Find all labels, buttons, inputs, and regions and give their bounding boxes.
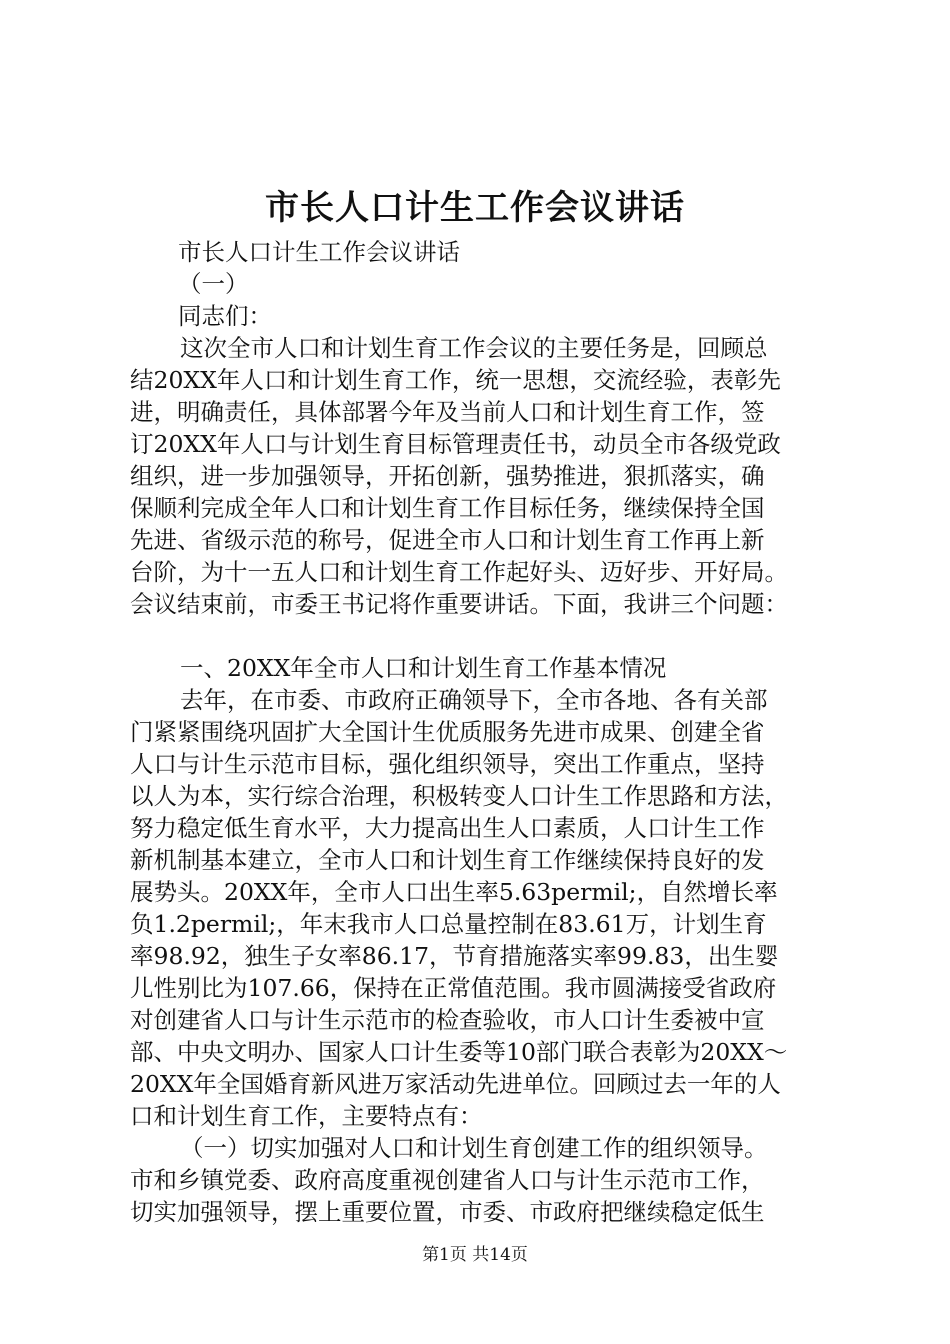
text-line: （一）切实加强对人口和计划生育创建工作的组织领导。 <box>180 1134 768 1162</box>
text-line: 保顺利完成全年人口和计划生育工作目标任务，继续保持全国 <box>130 494 765 522</box>
text-line: 台阶，为十一五人口和计划生育工作起好头、迈好步、开好局。 <box>130 558 788 586</box>
text-line: 人口与计生示范市目标，强化组织领导，突出工作重点，坚持 <box>130 750 765 778</box>
text-line: 对创建省人口与计生示范市的检查验收，市人口计生委被中宣 <box>130 1006 765 1034</box>
text-line: 展势头。20XX年，全市人口出生率5.63permil;，自然增长率 <box>130 878 778 906</box>
text-line: 口和计划生育工作，主要特点有： <box>130 1102 483 1130</box>
text-line: 进，明确责任，具体部署今年及当前人口和计划生育工作，签 <box>130 398 765 426</box>
text-line: 率98.92，独生子女率86.17，节育措施落实率99.83，出生婴 <box>130 942 779 970</box>
text-line: 市长人口计生工作会议讲话 <box>178 238 460 266</box>
text-line: 订20XX年人口与计划生育目标管理责任书，动员全市各级党政 <box>130 430 781 458</box>
text-line: 负1.2permil;，年末我市人口总量控制在83.61万，计划生育 <box>130 910 767 938</box>
text-line: 新机制基本建立，全市人口和计划生育工作继续保持良好的发 <box>130 846 765 874</box>
text-line: 同志们： <box>178 302 272 330</box>
text-line: 切实加强领导，摆上重要位置，市委、市政府把继续稳定低生 <box>130 1198 765 1226</box>
text-line: （一） <box>178 270 249 298</box>
text-line: 市和乡镇党委、政府高度重视创建省人口与计生示范市工作， <box>130 1166 765 1194</box>
text-line: 组织，进一步加强领导，开拓创新，强势推进，狠抓落实，确 <box>130 462 765 490</box>
text-line: 会议结束前，市委王书记将作重要讲话。下面，我讲三个问题： <box>130 590 788 618</box>
text-line: 20XX年全国婚育新风进万家活动先进单位。回顾过去一年的人 <box>130 1070 781 1098</box>
section-heading: 一、20XX年全市人口和计划生育工作基本情况 <box>180 654 667 682</box>
paragraph-gap <box>130 620 830 652</box>
text-line: 去年，在市委、市政府正确领导下，全市各地、各有关部 <box>180 686 768 714</box>
text-line: 儿性别比为107.66，保持在正常值范围。我市圆满接受省政府 <box>130 974 777 1002</box>
text-line: 门紧紧围绕巩固扩大全国计生优质服务先进市成果、创建全省 <box>130 718 765 746</box>
document-body <box>130 236 830 1228</box>
document-title: 市长人口计生工作会议讲话 <box>265 188 685 228</box>
text-line: 这次全市人口和计划生育工作会议的主要任务是，回顾总 <box>180 334 768 362</box>
text-line: 先进、省级示范的称号，促进全市人口和计划生育工作再上新 <box>130 526 765 554</box>
text-line: 结20XX年人口和计划生育工作，统一思想，交流经验，表彰先 <box>130 366 781 394</box>
text-line: 以人为本，实行综合治理，积极转变人口计生工作思路和方法， <box>130 782 788 810</box>
text-line: 努力稳定低生育水平，大力提高出生人口素质，人口计生工作 <box>130 814 765 842</box>
text-line: 部、中央文明办、国家人口计生委等10部门联合表彰为20XX～ <box>130 1038 788 1066</box>
page-footer: 第1页 共14页 <box>422 1245 528 1265</box>
